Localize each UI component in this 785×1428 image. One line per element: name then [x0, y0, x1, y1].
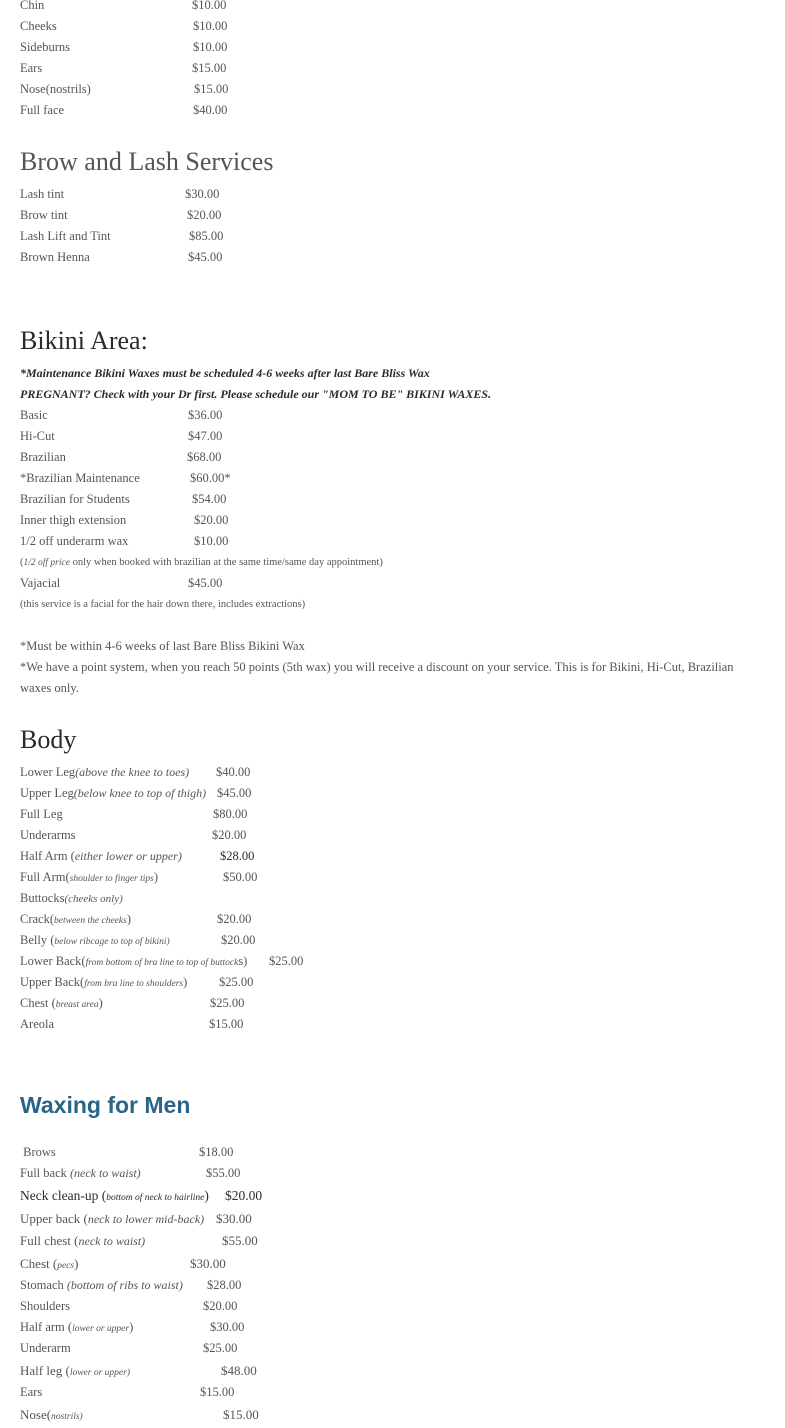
- service-price: $80.00: [213, 807, 248, 821]
- service-label: Underarm: [20, 1341, 71, 1355]
- service-note: either lower or upper): [74, 849, 182, 863]
- service-note: (cheeks only): [64, 893, 123, 905]
- service-note: neck to lower mid-back): [87, 1212, 205, 1226]
- service-label: Basic: [20, 408, 48, 422]
- service-note-suffix: ): [204, 1188, 209, 1203]
- service-note: (above the knee to toes): [75, 765, 190, 779]
- service-price: $47.00: [188, 429, 223, 443]
- service-note: nostrils): [51, 1412, 83, 1422]
- service-label: *Brazilian Maintenance: [20, 471, 140, 485]
- service-label: Ears: [20, 61, 43, 75]
- service-price: $15.00: [223, 1407, 259, 1422]
- service-price: $30.00: [216, 1211, 252, 1226]
- service-label: Half leg (: [20, 1363, 70, 1378]
- service-label: Full face: [20, 103, 65, 117]
- service-price: $50.00: [223, 870, 258, 884]
- service-price: $30.00: [210, 1320, 245, 1334]
- service-price: $10.00: [193, 40, 228, 54]
- service-note: shoulder to finger tips: [69, 874, 154, 884]
- service-price: $45.00: [217, 786, 252, 800]
- service-price: $20.00: [194, 513, 229, 527]
- service-price: $15.00: [209, 1017, 244, 1031]
- service-note: breast area: [55, 1000, 99, 1010]
- service-note-suffix: s): [238, 954, 248, 968]
- service-note: from bottom of bra line to top of buttock: [85, 958, 239, 968]
- service-label: Upper Back(: [20, 975, 85, 989]
- service-note-suffix: ): [183, 975, 188, 989]
- service-label: Neck clean-up (: [20, 1188, 107, 1203]
- service-price: $25.00: [269, 954, 304, 968]
- service-label: Vajacial: [20, 576, 61, 590]
- service-label: Half Arm (: [20, 849, 75, 863]
- service-price: $20.00: [212, 828, 247, 842]
- service-label: Sideburns: [20, 40, 70, 54]
- service-label: Brown Henna: [20, 250, 90, 264]
- service-label: Full back: [20, 1166, 70, 1180]
- service-label: Nose(nostrils): [20, 82, 91, 96]
- service-price: $25.00: [203, 1341, 238, 1355]
- service-label: Full Leg: [20, 807, 63, 821]
- service-price: $10.00: [193, 19, 228, 33]
- service-note-suffix: ): [153, 870, 159, 884]
- section-heading-brow-lash: Brow and Lash Services: [20, 147, 274, 176]
- service-price: $25.00: [219, 975, 254, 989]
- service-label: Cheeks: [20, 19, 57, 33]
- service-price: $15.00: [200, 1385, 235, 1399]
- section-heading-body: Body: [20, 725, 77, 754]
- section-heading-men: Waxing for Men: [20, 1092, 191, 1118]
- bikini-footnote-maintenance: *Must be within 4-6 weeks of last Bare Bliss Bikini Wax: [20, 639, 305, 653]
- service-label: Full Arm(: [20, 870, 70, 884]
- service-note: (bottom of ribs to waist): [66, 1278, 183, 1292]
- service-price: $55.00: [222, 1233, 258, 1248]
- service-price: $15.00: [192, 61, 227, 75]
- service-label: Shoulders: [20, 1299, 70, 1313]
- service-note: (neck to waist): [70, 1166, 141, 1180]
- service-price: $10.00: [194, 534, 229, 548]
- service-price: $20.00: [187, 208, 222, 222]
- service-note-suffix: ): [98, 996, 103, 1010]
- service-price: $45.00: [188, 250, 223, 264]
- service-label: Buttocks: [20, 891, 65, 905]
- service-label: Lower Leg: [20, 765, 76, 779]
- service-price: $30.00: [190, 1256, 226, 1271]
- service-label: Upper Leg: [20, 786, 74, 800]
- service-label: Brow tint: [20, 208, 68, 222]
- service-price: $45.00: [188, 576, 223, 590]
- service-price: $40.00: [216, 765, 251, 779]
- service-label: Inner thigh extension: [20, 513, 127, 527]
- service-label: Brazilian: [20, 450, 66, 464]
- service-note-suffix: ): [129, 1320, 134, 1334]
- bikini-notice-pregnant: PREGNANT? Check with your Dr first. Please schedule our "MOM TO BE" BIKINI WAXES.: [20, 387, 492, 401]
- half-off-note-italic: 1/2 off price: [23, 558, 70, 568]
- vajacial-note: (this service is a facial for the hair down there, includes extractions): [20, 599, 306, 610]
- service-price: $20.00: [225, 1188, 263, 1203]
- service-label: Underarms: [20, 828, 76, 842]
- service-price: $28.00: [220, 849, 255, 863]
- service-price: $55.00: [206, 1166, 241, 1180]
- service-label: Areola: [20, 1017, 55, 1031]
- service-label: Brazilian for Students: [20, 492, 130, 506]
- bikini-footnote-points: *We have a point system, when you reach 50 points (5th wax) you will receive a discount on your service. This is for Bikini, Hi-Cut, Brazilian waxes only.: [20, 660, 734, 695]
- service-price: $18.00: [199, 1145, 234, 1159]
- service-price: $15.00: [194, 82, 229, 96]
- service-label: Full chest (: [20, 1233, 79, 1248]
- service-price: $68.00: [187, 450, 222, 464]
- service-label: Stomach: [20, 1278, 67, 1292]
- service-price: $60.00*: [190, 471, 231, 485]
- service-label: Hi-Cut: [20, 429, 55, 443]
- service-note: bottom of neck to hairline: [106, 1193, 205, 1203]
- service-label: Chest (: [20, 996, 56, 1010]
- service-note-suffix: ): [74, 1256, 79, 1271]
- service-label: Ears: [20, 1385, 43, 1399]
- half-off-note-rest: only when booked with brazilian at the same time/same day appointment): [69, 557, 383, 568]
- service-note: (below knee to top of thigh): [73, 786, 207, 800]
- section-heading-bikini: Bikini Area:: [20, 326, 148, 355]
- service-note: between the cheeks: [54, 916, 127, 926]
- service-label: Lash Lift and Tint: [20, 229, 111, 243]
- service-label: Lower Back(: [20, 954, 86, 968]
- service-label: Belly (: [20, 933, 55, 947]
- service-price: $48.00: [221, 1363, 257, 1378]
- service-label: Chin: [20, 0, 45, 12]
- service-label: 1/2 off underarm wax: [20, 534, 129, 548]
- service-note: pecs: [57, 1261, 75, 1271]
- service-price: $30.00: [185, 187, 220, 201]
- half-off-note: (1/2 off price only when booked with brazilian at the same time/same day appointment): [20, 557, 383, 568]
- service-note: below ribcage to top of bikini): [54, 937, 170, 947]
- service-price: $36.00: [188, 408, 223, 422]
- service-label: Lash tint: [20, 187, 65, 201]
- service-price: $54.00: [192, 492, 227, 506]
- service-price: $28.00: [207, 1278, 242, 1292]
- service-price: $10.00: [192, 0, 227, 12]
- service-label: Upper back (: [20, 1211, 88, 1226]
- service-price: $20.00: [203, 1299, 238, 1313]
- service-label: Brows: [20, 1145, 56, 1159]
- service-note: lower or upper: [72, 1324, 130, 1334]
- service-note: lower or upper): [69, 1368, 130, 1378]
- service-note-suffix: ): [126, 912, 131, 926]
- service-label: Half arm (: [20, 1320, 73, 1334]
- service-price: $20.00: [217, 912, 252, 926]
- service-price: $85.00: [189, 229, 224, 243]
- bikini-notice-maintenance: *Maintenance Bikini Waxes must be scheduled 4-6 weeks after last Bare Bliss Wax: [20, 366, 430, 380]
- service-price: $25.00: [210, 996, 245, 1010]
- service-price: $20.00: [221, 933, 256, 947]
- service-price: $40.00: [193, 103, 228, 117]
- service-label: Nose(: [20, 1407, 52, 1422]
- service-note: from bra line to shoulders: [84, 979, 184, 989]
- service-label: Chest (: [20, 1256, 58, 1271]
- service-label: Crack(: [20, 912, 55, 926]
- service-note: neck to waist): [78, 1234, 146, 1248]
